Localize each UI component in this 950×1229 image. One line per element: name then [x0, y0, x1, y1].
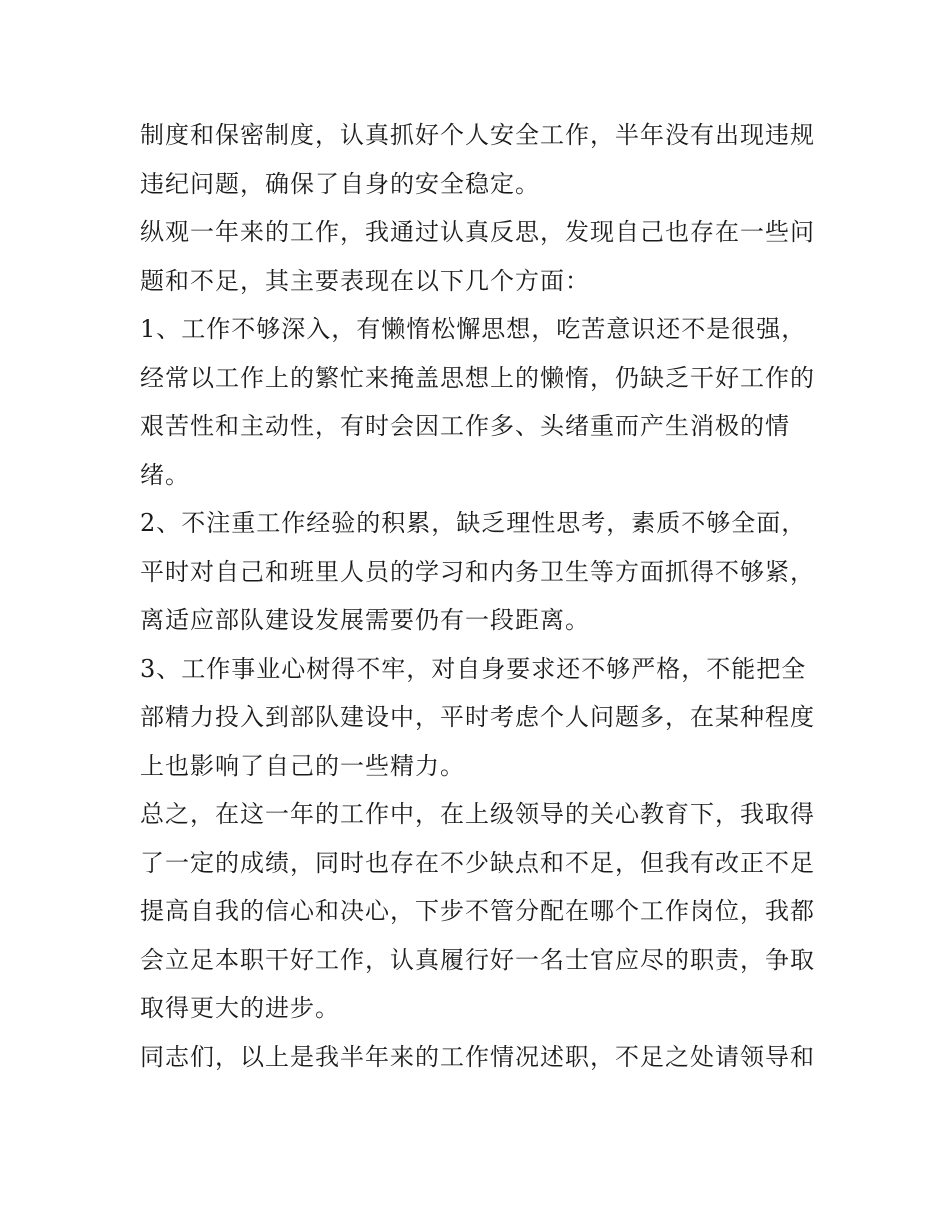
text-line: 绪。 [140, 460, 190, 489]
text-line: 平时对自己和班里人员的学习和内务卫生等方面抓得不够紧， [140, 557, 815, 586]
text-line: 艰苦性和主动性，有时会因工作多、头绪重而产生消极的情 [140, 412, 790, 440]
text-line: 部精力投入到部队建设中，平时考虑个人问题多，在某种程度 [140, 703, 815, 731]
text-line: 违纪问题，确保了自身的安全稳定。 [140, 169, 540, 198]
text-line: 提高自我的信心和决心，下步不管分配在哪个工作岗位，我都 [140, 897, 815, 925]
text-line: 上也影响了自己的一些精力。 [140, 751, 465, 780]
text-line: 题和不足，其主要表现在以下几个方面： [140, 266, 590, 295]
text-line: 1、工作不够深入，有懒惰松懈思想，吃苦意识还不是很强， [140, 315, 807, 343]
text-line: 总之，在这一年的工作中，在上级领导的关心教育下，我取得 [140, 800, 815, 828]
text-line: 离适应部队建设发展需要仍有一段距离。 [140, 606, 590, 634]
text-line: 取得更大的进步。 [140, 994, 340, 1022]
text-line: 经常以工作上的繁忙来掩盖思想上的懒惰，仍缺乏干好工作的 [140, 363, 815, 392]
text-line: 2、不注重工作经验的积累，缺乏理性思考，素质不够全面， [140, 509, 807, 537]
text-line: 同志们，以上是我半年来的工作情况述职，不足之处请领导和 [140, 1042, 815, 1071]
text-line: 了一定的成绩，同时也存在不少缺点和不足，但我有改正不足 [140, 848, 815, 877]
text-line: 会立足本职干好工作，认真履行好一名士官应尽的职责，争取 [140, 945, 815, 974]
body-text [140, 111, 820, 1081]
text-line: 3、工作事业心树得不牢，对自身要求还不够严格，不能把全 [140, 654, 807, 683]
text-line: 纵观一年来的工作，我通过认真反思，发现自己也存在一些问 [140, 218, 815, 246]
text-line: 制度和保密制度，认真抓好个人安全工作，半年没有出现违规 [140, 121, 815, 149]
